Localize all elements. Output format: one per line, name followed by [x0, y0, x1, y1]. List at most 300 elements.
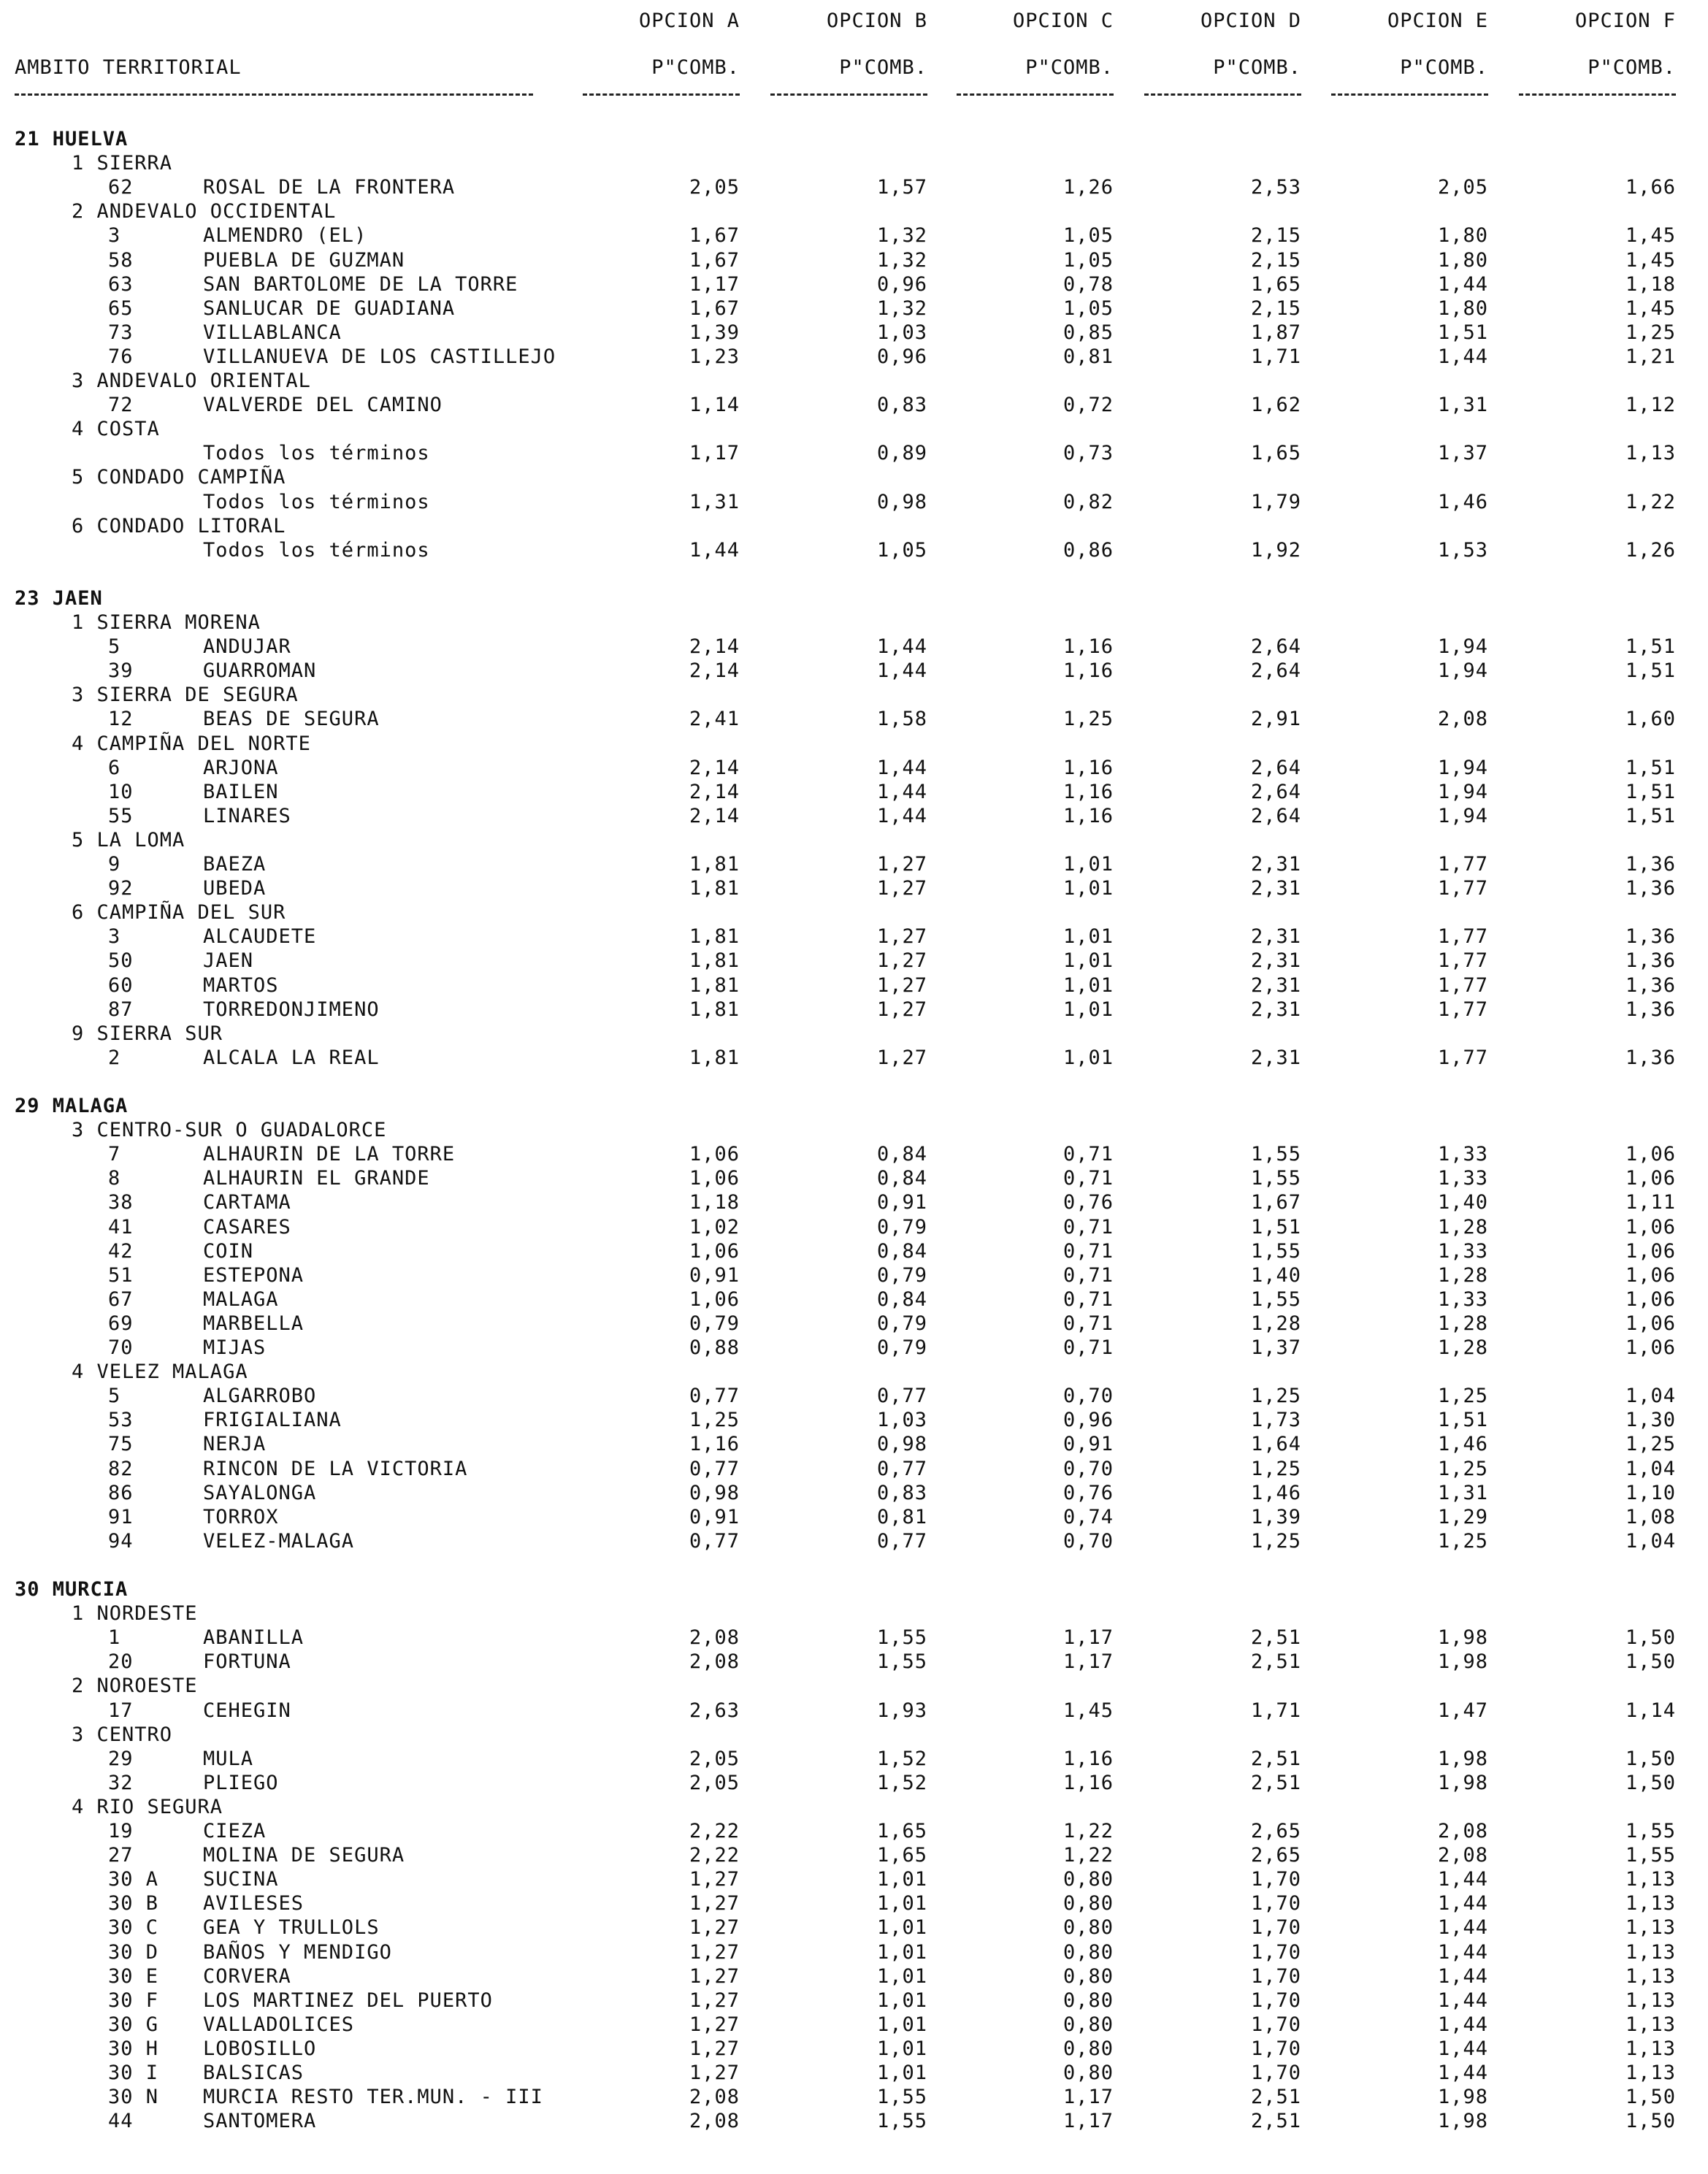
column-header-rule: [1144, 93, 1301, 96]
value-option-b: 0,79: [876, 1336, 927, 1359]
value-option-f: 1,04: [1625, 1457, 1676, 1480]
column-header-option-a: OPCION A: [638, 9, 740, 32]
comarca-heading: 4 CAMPIÑA DEL NORTE: [72, 732, 311, 755]
value-option-f: 1,06: [1625, 1215, 1676, 1239]
value-option-f: 1,30: [1625, 1409, 1676, 1432]
value-option-b: 1,01: [876, 2062, 927, 2084]
value-option-b: 1,32: [876, 224, 927, 248]
value-option-d: 2,31: [1250, 973, 1301, 997]
value-option-e: 1,51: [1437, 321, 1488, 344]
value-option-b: 1,58: [876, 708, 927, 731]
value-option-a: 1,23: [689, 345, 740, 368]
value-option-a: 1,81: [689, 853, 740, 876]
value-option-f: 1,22: [1625, 490, 1676, 513]
value-option-a: 1,27: [689, 1964, 740, 1988]
value-option-b: 1,01: [876, 2013, 927, 2036]
value-option-c: 1,05: [1062, 224, 1114, 248]
value-option-a: 2,14: [689, 635, 740, 659]
value-option-e: 1,80: [1437, 224, 1488, 248]
municipality-name: ALCALA LA REAL: [203, 1046, 380, 1069]
value-option-c: 0,71: [1062, 1143, 1114, 1166]
value-option-a: 2,08: [689, 1650, 740, 1674]
value-option-f: 1,06: [1625, 1312, 1676, 1335]
value-option-a: 1,81: [689, 1046, 740, 1069]
municipality-code: 72: [108, 394, 134, 417]
value-option-d: 1,70: [1250, 2013, 1301, 2036]
value-option-f: 1,36: [1625, 949, 1676, 973]
value-option-e: 1,40: [1437, 1191, 1488, 1214]
value-option-f: 1,55: [1625, 1844, 1676, 1867]
value-option-c: 1,45: [1062, 1699, 1114, 1722]
value-option-c: 0,74: [1062, 1505, 1114, 1528]
value-option-e: 2,05: [1437, 176, 1488, 199]
value-option-e: 1,94: [1437, 780, 1488, 803]
value-option-a: 2,41: [689, 708, 740, 731]
value-option-d: 2,64: [1250, 804, 1301, 827]
value-option-f: 1,26: [1625, 538, 1676, 562]
value-option-b: 1,27: [876, 973, 927, 997]
municipality-code: 5: [108, 1385, 121, 1408]
value-option-a: 2,05: [689, 1771, 740, 1794]
value-option-d: 1,55: [1250, 1287, 1301, 1311]
value-option-d: 1,79: [1250, 490, 1301, 513]
value-option-b: 1,01: [876, 1940, 927, 1964]
municipality-code: 41: [108, 1215, 134, 1239]
value-option-d: 2,31: [1250, 1046, 1301, 1069]
column-header-sub-e: P"COMB.: [1400, 56, 1488, 79]
value-option-c: 0,80: [1062, 2062, 1114, 2084]
value-option-a: 1,27: [689, 1940, 740, 1964]
value-option-f: 1,55: [1625, 1820, 1676, 1842]
value-option-b: 1,52: [876, 1747, 927, 1770]
value-option-f: 1,13: [1625, 1868, 1676, 1891]
value-option-b: 0,84: [876, 1167, 927, 1190]
value-option-b: 1,01: [876, 1964, 927, 1988]
municipality-code: 76: [108, 345, 134, 368]
value-option-e: 1,31: [1437, 1481, 1488, 1504]
value-option-c: 1,01: [1062, 949, 1114, 973]
value-option-f: 1,36: [1625, 925, 1676, 949]
value-option-d: 1,46: [1250, 1481, 1301, 1504]
value-option-f: 1,21: [1625, 345, 1676, 368]
value-option-e: 1,53: [1437, 538, 1488, 562]
value-option-d: 1,62: [1250, 394, 1301, 417]
value-option-a: 2,05: [689, 176, 740, 199]
value-option-c: 1,01: [1062, 877, 1114, 900]
value-option-d: 1,73: [1250, 1409, 1301, 1432]
column-header-sub-b: P"COMB.: [839, 56, 927, 79]
value-option-d: 1,25: [1250, 1385, 1301, 1408]
value-option-d: 2,15: [1250, 296, 1301, 320]
municipality-name: SUCINA: [203, 1868, 279, 1891]
value-option-e: 1,94: [1437, 635, 1488, 659]
value-option-b: 1,55: [876, 1650, 927, 1674]
comarca-heading: 1 SIERRA: [72, 152, 173, 175]
value-option-b: 0,84: [876, 1287, 927, 1311]
value-option-c: 0,73: [1062, 442, 1114, 465]
value-option-f: 1,13: [1625, 2013, 1676, 2036]
value-option-c: 1,01: [1062, 853, 1114, 876]
value-option-d: 1,70: [1250, 1916, 1301, 1940]
value-option-a: 2,14: [689, 780, 740, 803]
value-option-e: 1,25: [1437, 1529, 1488, 1553]
municipality-name: ESTEPONA: [203, 1263, 305, 1287]
comarca-heading: 3 CENTRO: [72, 1723, 173, 1746]
value-option-a: 2,14: [689, 756, 740, 779]
value-option-b: 1,27: [876, 949, 927, 973]
value-option-f: 1,13: [1625, 1892, 1676, 1915]
municipality-name: CARTAMA: [203, 1191, 291, 1214]
value-option-f: 1,50: [1625, 2110, 1676, 2133]
value-option-f: 1,10: [1625, 1481, 1676, 1504]
value-option-b: 1,01: [876, 1892, 927, 1915]
value-option-c: 1,16: [1062, 659, 1114, 683]
value-option-f: 1,25: [1625, 321, 1676, 344]
municipality-name: CEHEGIN: [203, 1699, 291, 1722]
value-option-c: 1,22: [1062, 1844, 1114, 1867]
municipality-name: TORREDONJIMENO: [203, 998, 380, 1021]
value-option-a: 1,81: [689, 877, 740, 900]
value-option-d: 2,15: [1250, 248, 1301, 272]
municipality-code: 30 A: [108, 1868, 159, 1891]
value-option-f: 1,50: [1625, 1747, 1676, 1770]
value-option-b: 0,84: [876, 1239, 927, 1263]
value-option-c: 1,16: [1062, 780, 1114, 803]
value-option-d: 2,31: [1250, 998, 1301, 1021]
value-option-e: 1,37: [1437, 442, 1488, 465]
value-option-e: 1,44: [1437, 1940, 1488, 1964]
comarca-heading: 9 SIERRA SUR: [72, 1022, 223, 1045]
value-option-a: 0,79: [689, 1312, 740, 1335]
municipality-name: VILLABLANCA: [203, 321, 342, 344]
value-option-a: 2,22: [689, 1844, 740, 1867]
value-option-d: 2,65: [1250, 1820, 1301, 1842]
municipality-name: FORTUNA: [203, 1650, 291, 1674]
value-option-e: 1,80: [1437, 248, 1488, 272]
value-option-e: 1,44: [1437, 1892, 1488, 1915]
municipality-name: COIN: [203, 1239, 254, 1263]
value-option-e: 1,94: [1437, 756, 1488, 779]
value-option-e: 1,80: [1437, 296, 1488, 320]
municipality-name: LINARES: [203, 804, 291, 827]
comarca-heading: 4 RIO SEGURA: [72, 1795, 223, 1818]
value-option-c: 1,16: [1062, 1771, 1114, 1794]
value-option-d: 2,51: [1250, 2110, 1301, 2133]
municipality-name: ALGARROBO: [203, 1385, 317, 1408]
value-option-f: 1,25: [1625, 1433, 1676, 1456]
column-header-sub-c: P"COMB.: [1025, 56, 1114, 79]
value-option-d: 1,67: [1250, 1191, 1301, 1214]
column-header-option-b: OPCION B: [826, 9, 927, 32]
value-option-f: 1,66: [1625, 176, 1676, 199]
municipality-name: VILLANUEVA DE LOS CASTILLEJO: [203, 345, 556, 368]
municipality-name: SANLUCAR DE GUADIANA: [203, 296, 456, 320]
municipality-code: 51: [108, 1263, 134, 1287]
value-option-c: 1,17: [1062, 2110, 1114, 2133]
value-option-a: 1,39: [689, 321, 740, 344]
value-option-e: 2,08: [1437, 1820, 1488, 1842]
value-option-e: 2,08: [1437, 1844, 1488, 1867]
value-option-d: 2,51: [1250, 1626, 1301, 1650]
value-option-d: 1,65: [1250, 442, 1301, 465]
value-option-c: 0,80: [1062, 1964, 1114, 1988]
municipality-name: Todos los términos: [203, 442, 430, 465]
value-option-d: 2,91: [1250, 708, 1301, 731]
value-option-e: 1,31: [1437, 394, 1488, 417]
value-option-f: 1,45: [1625, 224, 1676, 248]
municipality-code: 30 F: [108, 1989, 159, 2012]
value-option-f: 1,36: [1625, 998, 1676, 1021]
value-option-d: 2,64: [1250, 756, 1301, 779]
municipality-name: TORROX: [203, 1505, 279, 1528]
value-option-f: 1,06: [1625, 1239, 1676, 1263]
value-option-b: 1,93: [876, 1699, 927, 1722]
comarca-heading: 3 CENTRO-SUR O GUADALORCE: [72, 1119, 387, 1142]
value-option-e: 1,44: [1437, 1916, 1488, 1940]
value-option-e: 1,44: [1437, 2062, 1488, 2084]
value-option-f: 1,06: [1625, 1143, 1676, 1166]
value-option-e: 1,98: [1437, 1771, 1488, 1794]
value-option-a: 1,31: [689, 490, 740, 513]
value-option-a: 1,16: [689, 1433, 740, 1456]
value-option-c: 0,80: [1062, 1892, 1114, 1915]
value-option-e: 1,44: [1437, 1964, 1488, 1988]
municipality-name: VELEZ-MALAGA: [203, 1529, 355, 1553]
value-option-c: 1,16: [1062, 756, 1114, 779]
municipality-code: 73: [108, 321, 134, 344]
value-option-a: 1,17: [689, 442, 740, 465]
value-option-f: 1,50: [1625, 1771, 1676, 1794]
comarca-heading: 3 SIERRA DE SEGURA: [72, 684, 299, 707]
column-header-rule: [1519, 93, 1676, 96]
value-option-a: 1,44: [689, 538, 740, 562]
municipality-name: UBEDA: [203, 877, 267, 900]
municipality-code: 30 C: [108, 1916, 159, 1940]
value-option-f: 1,13: [1625, 1964, 1676, 1988]
municipality-code: 1: [108, 1626, 121, 1650]
value-option-b: 1,65: [876, 1844, 927, 1867]
value-option-c: 1,22: [1062, 1820, 1114, 1842]
value-option-b: 0,98: [876, 1433, 927, 1456]
municipality-name: VALLADOLICES: [203, 2013, 355, 2036]
municipality-name: BALSICAS: [203, 2062, 305, 2084]
value-option-f: 1,36: [1625, 853, 1676, 876]
value-option-d: 2,64: [1250, 780, 1301, 803]
value-option-a: 0,77: [689, 1457, 740, 1480]
value-option-d: 1,71: [1250, 1699, 1301, 1722]
value-option-f: 1,13: [1625, 442, 1676, 465]
value-option-c: 1,17: [1062, 1626, 1114, 1650]
value-option-a: 2,08: [689, 1626, 740, 1650]
value-option-c: 1,05: [1062, 248, 1114, 272]
column-header-rule: [770, 93, 927, 96]
value-option-e: 1,77: [1437, 853, 1488, 876]
value-option-b: 0,77: [876, 1529, 927, 1553]
municipality-name: BAILEN: [203, 780, 279, 803]
value-option-a: 2,14: [689, 804, 740, 827]
value-option-c: 0,71: [1062, 1312, 1114, 1335]
province-heading: 21 HUELVA: [15, 128, 129, 150]
value-option-a: 2,05: [689, 1747, 740, 1770]
value-option-e: 1,33: [1437, 1239, 1488, 1263]
municipality-code: 65: [108, 296, 134, 320]
value-option-b: 1,52: [876, 1771, 927, 1794]
column-header-option-d: OPCION D: [1200, 9, 1301, 32]
value-option-d: 2,51: [1250, 1650, 1301, 1674]
value-option-a: 1,81: [689, 949, 740, 973]
value-option-e: 1,98: [1437, 1626, 1488, 1650]
value-option-b: 1,44: [876, 659, 927, 683]
value-option-a: 1,27: [689, 2013, 740, 2036]
municipality-code: 92: [108, 877, 134, 900]
value-option-a: 2,08: [689, 2086, 740, 2109]
value-option-a: 0,77: [689, 1529, 740, 1553]
value-option-e: 1,77: [1437, 949, 1488, 973]
value-option-c: 0,85: [1062, 321, 1114, 344]
municipality-name: MARTOS: [203, 973, 279, 997]
value-option-d: 1,70: [1250, 2062, 1301, 2084]
value-option-f: 1,51: [1625, 804, 1676, 827]
value-option-a: 1,17: [689, 272, 740, 296]
value-option-f: 1,13: [1625, 2037, 1676, 2060]
value-option-c: 0,81: [1062, 345, 1114, 368]
municipality-name: ALHAURIN EL GRANDE: [203, 1167, 430, 1190]
municipality-name: MALAGA: [203, 1287, 279, 1311]
municipality-name: MARBELLA: [203, 1312, 305, 1335]
value-option-f: 1,06: [1625, 1167, 1676, 1190]
value-option-b: 0,83: [876, 394, 927, 417]
value-option-e: 1,44: [1437, 1868, 1488, 1891]
value-option-e: 1,77: [1437, 1046, 1488, 1069]
value-option-c: 0,80: [1062, 1989, 1114, 2012]
value-option-f: 1,14: [1625, 1699, 1676, 1722]
value-option-d: 2,15: [1250, 224, 1301, 248]
comarca-heading: 5 CONDADO CAMPIÑA: [72, 466, 286, 489]
value-option-f: 1,13: [1625, 2062, 1676, 2084]
value-option-a: 1,81: [689, 973, 740, 997]
municipality-code: 87: [108, 998, 134, 1021]
value-option-c: 0,72: [1062, 394, 1114, 417]
comarca-heading: 6 CAMPIÑA DEL SUR: [72, 901, 286, 925]
value-option-a: 1,67: [689, 224, 740, 248]
value-option-a: 1,02: [689, 1215, 740, 1239]
value-option-c: 0,80: [1062, 1916, 1114, 1940]
value-option-d: 2,51: [1250, 1771, 1301, 1794]
value-option-f: 1,06: [1625, 1287, 1676, 1311]
value-option-a: 1,67: [689, 248, 740, 272]
value-option-c: 0,82: [1062, 490, 1114, 513]
value-option-d: 2,64: [1250, 659, 1301, 683]
municipality-code: 63: [108, 272, 134, 296]
municipality-code: 9: [108, 853, 121, 876]
municipality-name: ARJONA: [203, 756, 279, 779]
value-option-e: 1,98: [1437, 1747, 1488, 1770]
municipality-name: LOBOSILLO: [203, 2037, 317, 2060]
value-option-e: 1,44: [1437, 1989, 1488, 2012]
municipality-code: 12: [108, 708, 134, 731]
value-option-a: 2,63: [689, 1699, 740, 1722]
value-option-b: 0,79: [876, 1312, 927, 1335]
value-option-c: 1,16: [1062, 804, 1114, 827]
value-option-e: 1,77: [1437, 925, 1488, 949]
value-option-b: 0,98: [876, 490, 927, 513]
value-option-d: 1,51: [1250, 1215, 1301, 1239]
value-option-b: 1,44: [876, 804, 927, 827]
municipality-name: BAEZA: [203, 853, 267, 876]
municipality-name: VALVERDE DEL CAMINO: [203, 394, 443, 417]
value-option-b: 1,32: [876, 296, 927, 320]
municipality-name: ALHAURIN DE LA TORRE: [203, 1143, 456, 1166]
value-option-b: 0,96: [876, 272, 927, 296]
municipality-name: GEA Y TRULLOLS: [203, 1916, 380, 1940]
value-option-f: 1,13: [1625, 1989, 1676, 2012]
municipality-name: SANTOMERA: [203, 2110, 317, 2133]
value-option-a: 1,18: [689, 1191, 740, 1214]
municipality-code: 30 D: [108, 1940, 159, 1964]
value-option-f: 1,04: [1625, 1385, 1676, 1408]
municipality-code: 69: [108, 1312, 134, 1335]
municipality-code: 53: [108, 1409, 134, 1432]
comarca-heading: 1 NORDESTE: [72, 1602, 198, 1626]
value-option-d: 2,51: [1250, 1747, 1301, 1770]
value-option-e: 1,46: [1437, 490, 1488, 513]
value-option-c: 0,80: [1062, 2013, 1114, 2036]
value-option-a: 2,08: [689, 2110, 740, 2133]
value-option-e: 1,46: [1437, 1433, 1488, 1456]
value-option-e: 1,44: [1437, 2037, 1488, 2060]
municipality-name: SAN BARTOLOME DE LA TORRE: [203, 272, 518, 296]
column-header-rule: [957, 93, 1114, 96]
municipality-code: 44: [108, 2110, 134, 2133]
value-option-d: 1,70: [1250, 1940, 1301, 1964]
value-option-f: 1,51: [1625, 635, 1676, 659]
municipality-code: 30 G: [108, 2013, 159, 2036]
territory-header: AMBITO TERRITORIAL: [15, 56, 242, 79]
value-option-f: 1,13: [1625, 1940, 1676, 1964]
value-option-b: 1,03: [876, 1409, 927, 1432]
value-option-c: 0,70: [1062, 1529, 1114, 1553]
value-option-d: 1,65: [1250, 272, 1301, 296]
province-heading: 29 MALAGA: [15, 1095, 129, 1117]
value-option-e: 1,98: [1437, 2110, 1488, 2133]
municipality-name: NERJA: [203, 1433, 267, 1456]
value-option-d: 1,70: [1250, 1868, 1301, 1891]
value-option-b: 1,55: [876, 2110, 927, 2133]
value-option-b: 1,01: [876, 2037, 927, 2060]
value-option-b: 1,27: [876, 853, 927, 876]
value-option-b: 0,84: [876, 1143, 927, 1166]
value-option-e: 1,25: [1437, 1457, 1488, 1480]
municipality-name: SAYALONGA: [203, 1481, 317, 1504]
value-option-d: 1,87: [1250, 321, 1301, 344]
value-option-d: 1,39: [1250, 1505, 1301, 1528]
municipality-name: PLIEGO: [203, 1771, 279, 1794]
value-option-a: 1,06: [689, 1167, 740, 1190]
value-option-c: 0,76: [1062, 1191, 1114, 1214]
value-option-e: 1,28: [1437, 1263, 1488, 1287]
value-option-a: 1,81: [689, 998, 740, 1021]
municipality-code: 19: [108, 1820, 134, 1842]
value-option-c: 1,01: [1062, 973, 1114, 997]
comarca-heading: 3 ANDEVALO ORIENTAL: [72, 370, 311, 392]
value-option-a: 1,27: [689, 2037, 740, 2060]
municipality-code: 67: [108, 1287, 134, 1311]
column-header-sub-d: P"COMB.: [1213, 56, 1301, 79]
value-option-e: 1,44: [1437, 2013, 1488, 2036]
comarca-heading: 2 NOROESTE: [72, 1674, 198, 1698]
value-option-e: 1,28: [1437, 1215, 1488, 1239]
municipality-code: 20: [108, 1650, 134, 1674]
